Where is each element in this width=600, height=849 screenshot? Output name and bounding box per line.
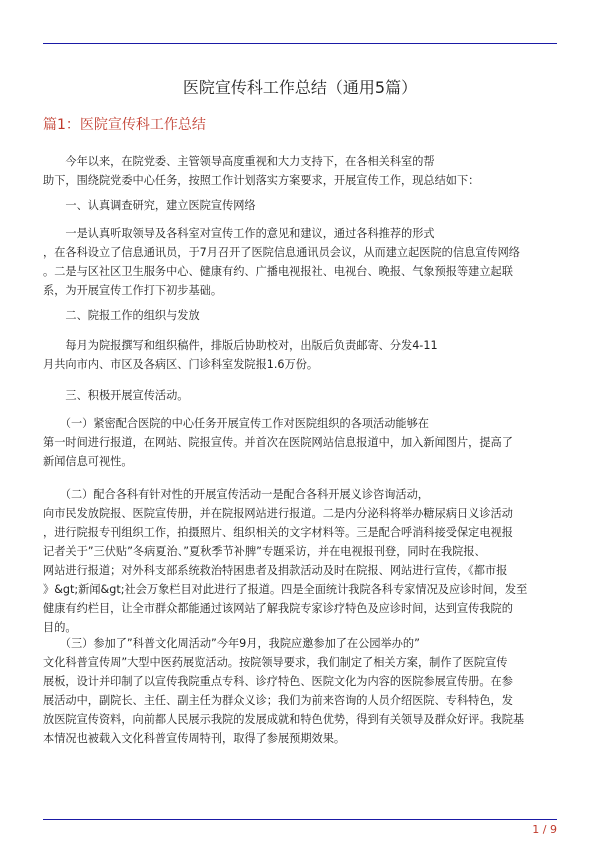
text-line: 展活动中，副院长、主任、副主任为群众义诊；我们为前来咨询的人员介绍医院、专科特色，发 [43,694,513,707]
document-title: 医院宣传科工作总结（通用5篇） [182,78,418,97]
paragraph-2 [43,336,557,374]
heading-3 [43,386,557,405]
heading-2 [43,306,557,325]
text-line: 。二是与区社区卫生服务中心、健康有约、广播电视报社、电视台、晚报、气象预报等建立起联 [43,265,513,278]
text-line: 记者关于”三伏贴”冬病夏治、”夏秋季节补脾”专题采访，并在电视报刊登，同时在我院报、 [43,545,486,558]
text-line: 每月为院报撰写和组织稿件，排版后协助校对，出版后负责邮寄、分发4-11 [43,339,438,352]
text-line: ，在各科设立了信息通讯员，于7月召开了医院信息通讯员会议，从而建立起医院的信息宣传网络 [43,246,520,259]
text-line: 放医院宣传资料，向前都人民展示我院的发展成就和特色优势，得到有关领导及群众好评。我院基 [43,713,525,726]
text-line: 一是认真听取领导及各科室对宣传工作的意见和建议，通过各科推荐的形式 [43,227,435,240]
text-line: （一）紧密配合医院的中心任务开展宣传工作对医院组织的各项活动能够在 [43,417,429,430]
text-line: 本情况也被载入文化科普宣传周特刊，取得了参展预期效果。 [43,732,346,745]
paragraph-3-3 [43,634,557,748]
text-line: 第一时间进行报道，在网站、院报宣传。并首次在医院网站信息报道中，加入新闻图片，提高了 [43,436,513,449]
text-line: 月共向市内、市区及各病区、门诊科室发院报1.6万份。 [43,358,319,371]
text-line: 助下，围绕院党委中心任务，按照工作计划落实方案要求，开展宣传工作，现总结如下： [43,174,480,187]
text-line: （三）参加了”科普文化周活动”今年9月，我院应邀参加了在公园举办的” [43,637,420,650]
text-line: ，进行院报专刊组织工作，拍摄照片、组织相关的文字材料等。三是配合呼消科接受保定电视报 [43,526,513,539]
text-line: （二）配合各科有针对性的开展宣传活动一是配合各科开展义诊咨询活动， [43,488,429,501]
bottom-rule [43,819,557,820]
text-line: 新闻信息可视性。 [43,455,133,468]
paragraph-3-1 [43,414,557,471]
text-line: 》&gt;新闻&gt;社会万象栏目对此进行了报道。四是全面统计我院各科专家情况及应诊时间，发至 [43,583,528,596]
text-line: 文化科普宣传周”大型中医药展览活动。按院领导要求，我们制定了相关方案，制作了医院宣传 [43,656,508,669]
paragraph-3-2 [43,485,557,637]
text-line: 网站进行报道；对外科支部系统救治特困患者及捐款活动及时在院报、网站进行宣传，《都市报 [43,564,508,577]
section-heading: 篇1：医院宣传科工作总结 [43,117,206,133]
text-line: 目的。 [43,621,77,634]
text-line: 系，为开展宣传工作打下初步基础。 [43,284,223,297]
page-number: 1 / 9 [532,823,557,836]
text-line: 三、积极开展宣传活动。 [43,389,189,402]
top-rule [43,43,557,44]
text-line: 二、院报工作的组织与发放 [43,309,200,322]
text-line: 向市民发放院报、医院宣传册，并在院报网站进行报道。二是内分泌科将举办糖尿病日义诊活动 [43,507,513,520]
paragraph-1 [43,224,557,300]
text-line: 健康有约栏目，让全市群众都能通过该网站了解我院专家诊疗特色及应诊时间，达到宣传我院的 [43,602,513,615]
heading-1 [43,196,557,215]
text-line: 一、认真调查研究，建立医院宣传网络 [43,199,256,212]
text-line: 今年以来，在院党委、主管领导高度重视和大力支持下，在各相关科室的帮 [43,155,435,168]
paragraph-intro [43,152,557,190]
text-line: 展板，设计并印制了以宣传我院重点专科、诊疗特色、医院文化为内容的医院参展宣传册。在参 [43,675,513,688]
